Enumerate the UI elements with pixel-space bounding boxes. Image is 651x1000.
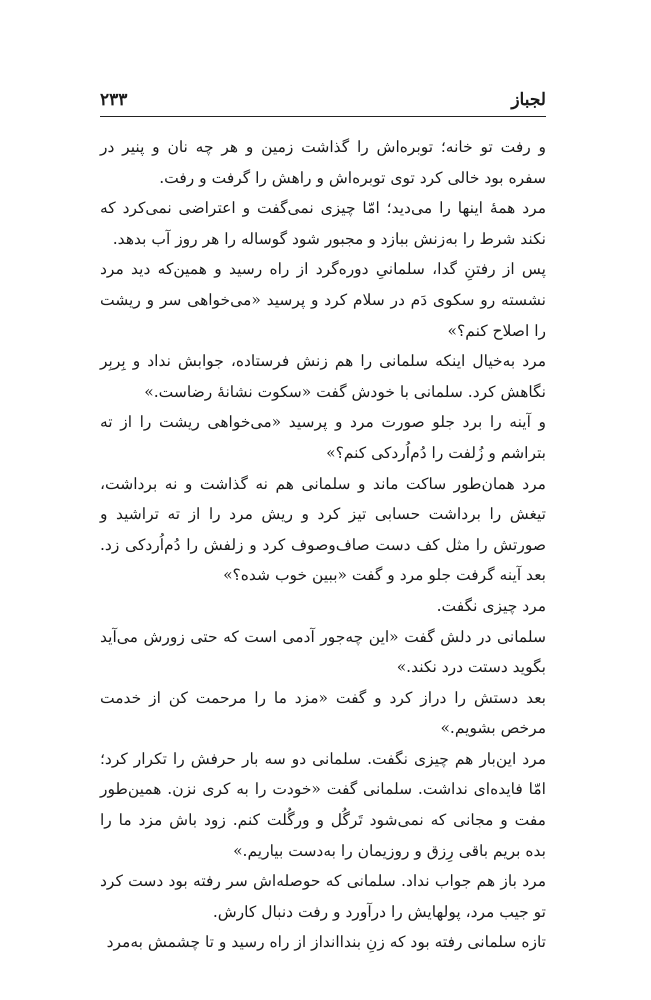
running-title: لجباز (511, 90, 546, 110)
paragraph: بعد دستش را دراز کرد و گفت «مزد ما را مرحمت کن از خدمت مرخص بشویم.» (100, 688, 546, 738)
page-number: ۲۳۳ (100, 90, 128, 110)
paragraph: مرد چیزی نگفت. (436, 596, 546, 615)
paragraph: مرد همهٔ اینها را می‌دید؛ امّا چیزی نمی‌گفت و اعتراضی نمی‌کرد که نکند شرط را به‌زنش ببازد و مجبور شود گوساله را هر روز آب بدهد. (100, 199, 546, 248)
body-text (100, 132, 546, 958)
header-rule (100, 116, 546, 117)
paragraph: و آینه را برد جلو صورت مرد و پرسید «می‌خواهی ریشت را از ته بتراشم و زُلفت را دُم‌اُردکی کنم؟» (100, 413, 546, 462)
paragraph: و رفت تو خانه؛ توبره‌اش را گذاشت زمین و هر چه نان و پنیر در سفره بود خالی کرد توی توبره‌اش و راهش را گرفت و رفت. (100, 138, 546, 187)
paragraph: مرد به‌خیال اینکه سلمانی را هم زنش فرستاده، جوابش نداد و بِربِر نگاهش کرد. سلمانی با خودش گفت «سکوت نشانهٔ رضاست.» (100, 352, 546, 401)
paragraph: مرد همان‌طور ساکت ماند و سلمانی هم نه گذاشت و نه برداشت، تیغش را برداشت حسابی تیز کرد و ریش مرد را از ته تراشید و صورتش را مثل کف دست صاف‌وصوف کرد و زلفش را دُم‌اُردکی زد. بعد آینه گرفت جلو مرد و گفت «ببین خوب شده؟» (100, 474, 546, 585)
paragraph: مرد باز هم جواب نداد. سلمانی که حوصله‌اش سر رفته بود دست کرد تو جیب مرد، پولهایش را درآورد و رفت دنبال کارش. (100, 872, 546, 921)
paragraph: تازه سلمانی رفته بود که زنِ بنداانداز از راه رسید و تا چشمش به‌مرد (106, 933, 546, 952)
paragraph: مرد این‌بار هم چیزی نگفت. سلمانی دو سه بار حرفش را تکرار کرد؛ امّا فایده‌ای نداشت. سلمانی گفت «خودت را به کری نزن. همین‌طور مفت و مجانی که نمی‌شود تَرگُل و ورگُلت کنم. زود باش مزد ما را بده بریم باقی رِزق و روزیمان را به‌دست بیاریم.» (100, 749, 546, 860)
paragraph: سلمانی در دلش گفت «این چه‌جور آدمی است که حتی زورش می‌آید بگوید دستت درد نکند.» (100, 627, 546, 677)
page-header (100, 88, 546, 118)
paragraph: پس از رفتنِ گدا، سلمانیِ دوره‌گرد از راه رسید و همین‌که دید مرد نشسته رو سکوی دَم در سلام کرد و پرسید «می‌خواهی سر و ریشت را اصلاح کنم؟» (100, 260, 546, 340)
